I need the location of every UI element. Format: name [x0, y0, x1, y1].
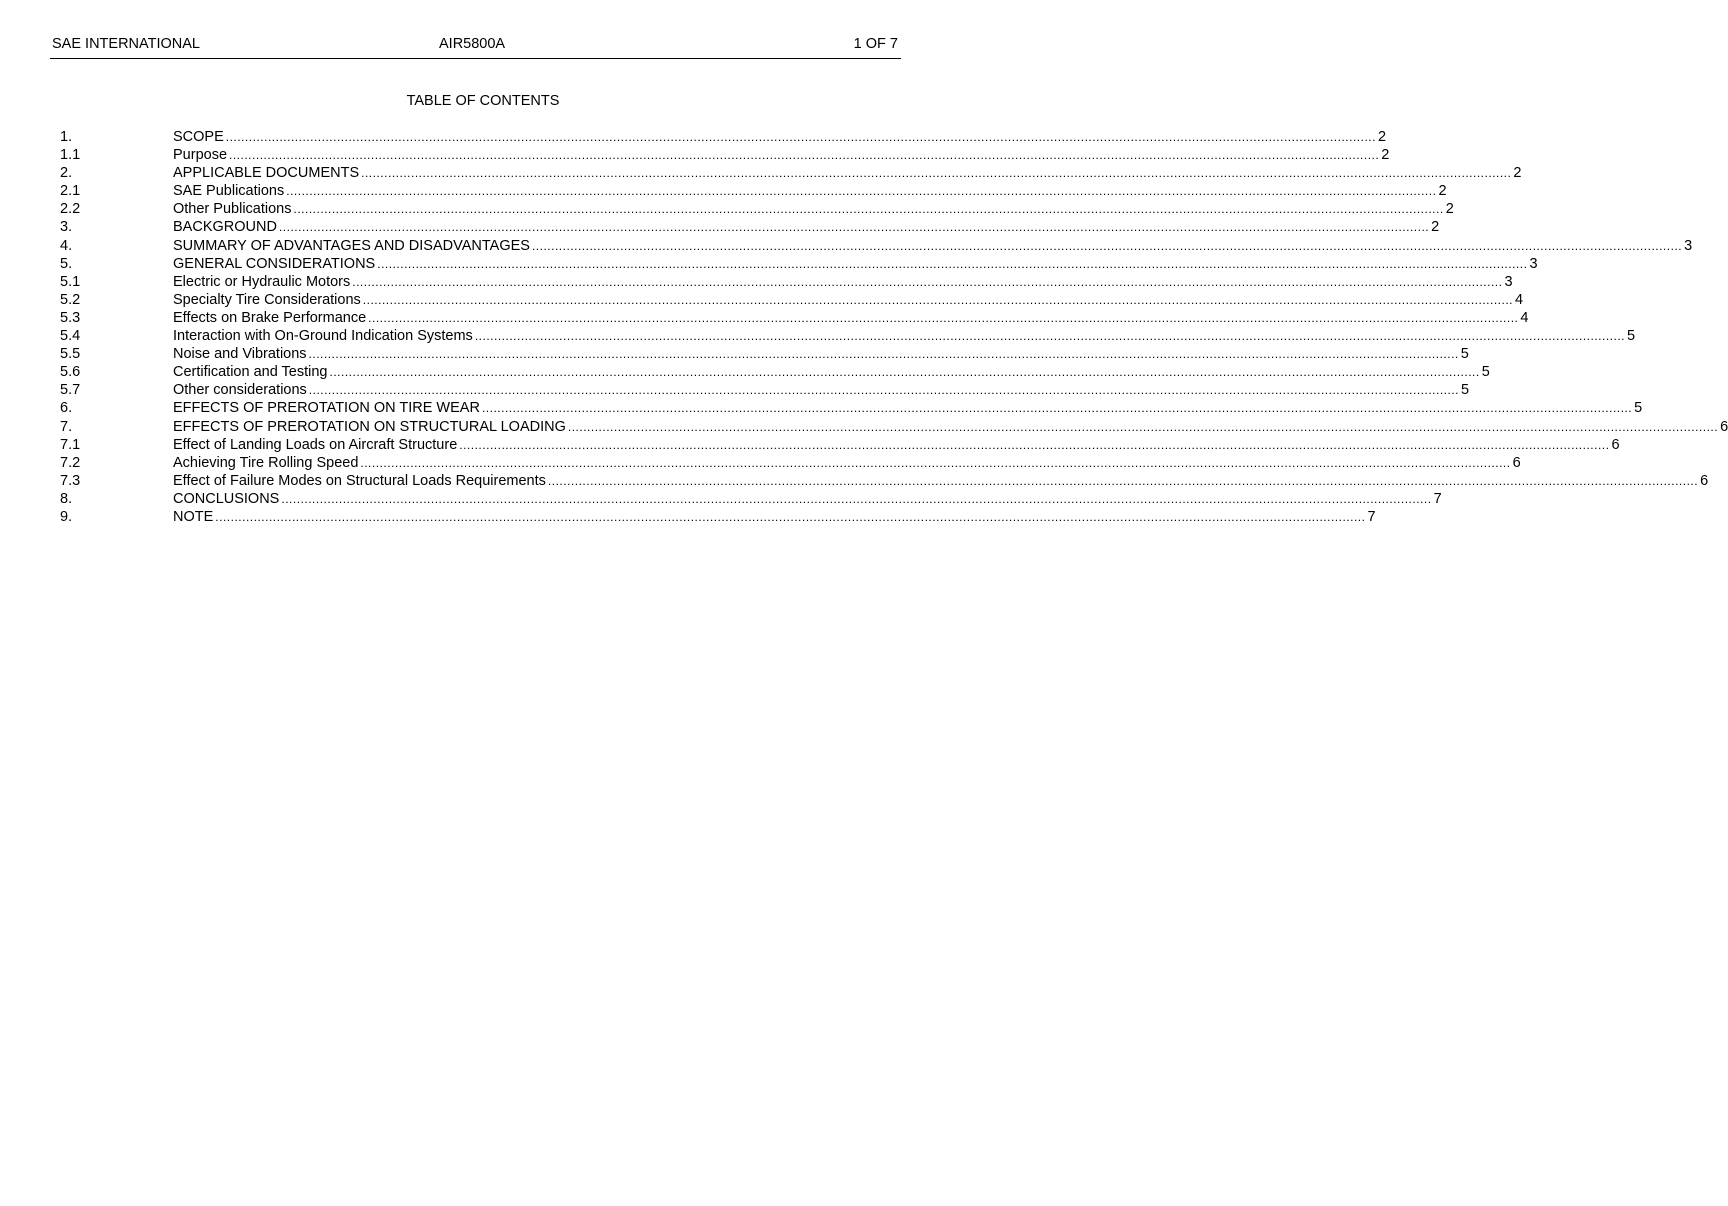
toc-entry-title[interactable]: Effect of Failure Modes on Structural Loads Requirements: [173, 472, 546, 489]
toc-entry-page: 7: [1433, 490, 1442, 507]
toc-leader-dots: ............................................................................................................................................................................................................................................................................................................: [368, 310, 1519, 325]
toc-entry-title[interactable]: CONCLUSIONS: [173, 490, 280, 507]
toc-leader-dots: ............................................................................................................................................................................................................................................................................................................: [225, 130, 1376, 144]
toc-entry-1-1[interactable]: [60, 146, 1390, 164]
toc-entry-1[interactable]: [60, 128, 1387, 146]
toc-leader-dots: ............................................................................................................................................................................................................................................................................................................: [215, 509, 1366, 524]
toc-entry-title[interactable]: EFFECTS OF PREROTATION ON TIRE WEAR: [173, 400, 480, 417]
page-header: [50, 36, 901, 59]
toc-entry-number: 5.7: [60, 382, 81, 399]
toc-entry-number: 7.1: [60, 436, 81, 453]
toc-entry-number: 6.: [60, 400, 73, 417]
toc-entry-page: 5: [1627, 328, 1636, 345]
toc-entry-title[interactable]: Interaction with On-Ground Indication Systems: [173, 328, 473, 345]
header-organization: SAE INTERNATIONAL: [52, 36, 200, 52]
toc-entry-title[interactable]: SAE Publications: [173, 183, 285, 200]
toc-entry-title[interactable]: Effect of Landing Loads on Aircraft Structure: [173, 436, 458, 453]
toc-leader-dots: ............................................................................................................................................................................................................................................................................................................: [459, 437, 1610, 452]
toc-entry-number: 5.5: [60, 346, 81, 363]
toc-entry-page: 3: [1684, 237, 1693, 254]
toc-entry-number: 5.2: [60, 291, 81, 308]
toc-entry-title[interactable]: Achieving Tire Rolling Speed: [173, 454, 359, 471]
toc-entry-page: 3: [1504, 273, 1513, 290]
toc-entry-page: 2: [1438, 183, 1447, 200]
toc-leader-dots: ............................................................................................................................................................................................................................................................................................................: [286, 184, 1437, 199]
toc-entry-6[interactable]: [60, 399, 1643, 417]
toc-entry-9[interactable]: [60, 508, 1376, 526]
toc-leader-dots: ............................................................................................................................................................................................................................................................................................................: [362, 292, 1513, 307]
toc-entry-number: 9.: [60, 508, 73, 525]
toc-entry-title[interactable]: Other considerations: [173, 382, 307, 399]
toc-entry-title[interactable]: EFFECTS OF PREROTATION ON STRUCTURAL LOADING: [173, 418, 566, 435]
toc-entry-7-1[interactable]: [60, 436, 1620, 454]
toc-entry-title[interactable]: Other Publications: [173, 201, 292, 218]
toc-entry-number: 3.: [60, 219, 73, 236]
toc-leader-dots: ............................................................................................................................................................................................................................................................................................................: [377, 256, 1528, 271]
toc-entry-title[interactable]: GENERAL CONSIDERATIONS: [173, 255, 376, 272]
toc-entry-5-2[interactable]: [60, 291, 1524, 309]
toc-entry-page: 4: [1515, 291, 1524, 308]
toc-entry-number: 5.1: [60, 273, 81, 290]
toc-entry-page: 2: [1431, 219, 1440, 236]
toc-leader-dots: ............................................................................................................................................................................................................................................................................................................: [474, 329, 1626, 344]
table-of-contents: [60, 128, 1728, 526]
toc-entry-title[interactable]: Electric or Hydraulic Motors: [173, 273, 351, 290]
toc-entry-page: 2: [1445, 201, 1454, 218]
toc-entry-title[interactable]: SUMMARY OF ADVANTAGES AND DISADVANTAGES: [173, 237, 530, 254]
toc-entry-number: 2.: [60, 165, 73, 182]
toc-entry-4[interactable]: [60, 237, 1693, 255]
toc-entry-title[interactable]: Noise and Vibrations: [173, 346, 307, 363]
toc-entry-number: 1.1: [60, 147, 81, 164]
toc-entry-page: 5: [1634, 400, 1643, 417]
toc-entry-5-7[interactable]: [60, 381, 1470, 399]
toc-entry-page: 6: [1611, 436, 1620, 453]
toc-entry-5[interactable]: [60, 255, 1538, 273]
toc-entry-page: 3: [1529, 255, 1538, 272]
toc-entry-7-3[interactable]: [60, 472, 1709, 490]
toc-leader-dots: ............................................................................................................................................................................................................................................................................................................: [329, 365, 1480, 380]
toc-entry-5-6[interactable]: [60, 363, 1490, 381]
toc-entry-7-2[interactable]: [60, 454, 1521, 472]
header-page-number: 1 OF 7: [853, 36, 898, 52]
toc-entry-number: 7.2: [60, 454, 81, 471]
toc-entry-title[interactable]: SCOPE: [173, 129, 224, 145]
toc-entry-5-4[interactable]: [60, 327, 1636, 345]
toc-leader-dots: ............................................................................................................................................................................................................................................................................................................: [567, 419, 1719, 434]
toc-leader-dots: ............................................................................................................................................................................................................................................................................................................: [293, 202, 1444, 217]
toc-leader-dots: ............................................................................................................................................................................................................................................................................................................: [278, 220, 1430, 235]
toc-entry-title[interactable]: Purpose: [173, 147, 228, 164]
toc-leader-dots: ............................................................................................................................................................................................................................................................................................................: [229, 148, 1380, 163]
toc-entry-5-1[interactable]: [60, 273, 1513, 291]
toc-entry-number: 7.: [60, 418, 73, 435]
header-document-number: AIR5800A: [439, 36, 506, 52]
toc-entry-number: 1.: [60, 129, 73, 145]
toc-entry-number: 5.: [60, 255, 73, 272]
toc-entry-number: 5.3: [60, 309, 81, 326]
toc-entry-number: 5.6: [60, 364, 81, 381]
toc-entry-number: 2.1: [60, 183, 81, 200]
toc-title: TABLE OF CONTENTS: [406, 93, 560, 109]
toc-entry-page: 7: [1367, 508, 1376, 525]
toc-entry-number: 2.2: [60, 201, 81, 218]
toc-entry-page: 2: [1377, 129, 1387, 145]
toc-entry-5-5[interactable]: [60, 345, 1469, 363]
toc-leader-dots: ............................................................................................................................................................................................................................................................................................................: [308, 347, 1459, 362]
toc-entry-title[interactable]: Effects on Brake Performance: [173, 309, 367, 326]
toc-entry-title[interactable]: BACKGROUND: [173, 219, 277, 236]
toc-entry-page: 6: [1720, 418, 1728, 435]
toc-entry-page: 5: [1481, 364, 1490, 381]
toc-entry-5-3[interactable]: [60, 309, 1529, 327]
toc-leader-dots: ............................................................................................................................................................................................................................................................................................................: [361, 166, 1512, 181]
toc-leader-dots: ............................................................................................................................................................................................................................................................................................................: [281, 491, 1432, 506]
toc-entry-3[interactable]: [60, 218, 1440, 236]
toc-leader-dots: ............................................................................................................................................................................................................................................................................................................: [352, 274, 1503, 289]
toc-entry-page: 4: [1520, 309, 1529, 326]
toc-leader-dots: ............................................................................................................................................................................................................................................................................................................: [360, 455, 1511, 470]
toc-leader-dots: ............................................................................................................................................................................................................................................................................................................: [308, 383, 1459, 398]
toc-entry-2-2[interactable]: [60, 200, 1454, 218]
toc-leader-dots: ............................................................................................................................................................................................................................................................................................................: [481, 401, 1633, 416]
toc-entry-page: 6: [1700, 472, 1709, 489]
toc-entry-2-1[interactable]: [60, 182, 1447, 200]
toc-entry-number: 7.3: [60, 472, 81, 489]
toc-entry-page: 2: [1513, 165, 1522, 182]
toc-entry-number: 8.: [60, 490, 73, 507]
toc-entry-title[interactable]: Specialty Tire Considerations: [173, 291, 361, 308]
toc-entry-page: 6: [1512, 454, 1521, 471]
toc-entry-title[interactable]: NOTE: [173, 508, 214, 525]
toc-leader-dots: ............................................................................................................................................................................................................................................................................................................: [531, 238, 1683, 253]
toc-entry-page: 5: [1461, 382, 1470, 399]
toc-entry-title[interactable]: APPLICABLE DOCUMENTS: [173, 165, 360, 182]
toc-leader-dots: ............................................................................................................................................................................................................................................................................................................: [547, 473, 1699, 488]
toc-entry-title[interactable]: Certification and Testing: [173, 364, 328, 381]
toc-entry-number: 4.: [60, 237, 73, 254]
toc-entry-page: 2: [1381, 147, 1390, 164]
toc-entry-7[interactable]: [60, 418, 1728, 436]
toc-entry-8[interactable]: [60, 490, 1442, 508]
toc-entry-2[interactable]: [60, 164, 1522, 182]
toc-entry-number: 5.4: [60, 328, 81, 345]
toc-entry-page: 5: [1460, 346, 1469, 363]
